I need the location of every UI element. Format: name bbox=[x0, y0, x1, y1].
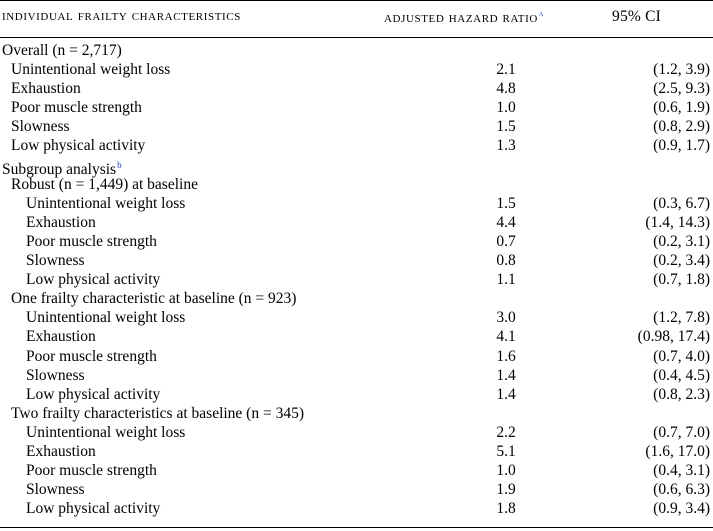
row-label-cell bbox=[26, 461, 157, 480]
ci-value: (0.4, 4.5) bbox=[653, 366, 710, 384]
hazard-ratio-value: 1.6 bbox=[496, 347, 516, 365]
hazard-ratio-value: 1.5 bbox=[496, 194, 516, 212]
row-label-cell bbox=[26, 251, 85, 270]
row-label-cell bbox=[26, 423, 185, 442]
row-label: Unintentional weight loss bbox=[11, 61, 171, 79]
row-label-cell bbox=[26, 366, 85, 385]
table-row-item bbox=[0, 366, 713, 385]
table-row bbox=[0, 60, 713, 79]
ci-value: (0.9, 1.7) bbox=[653, 137, 710, 155]
table-row bbox=[0, 79, 713, 98]
table-row-item bbox=[0, 251, 713, 270]
row-label: Slowness bbox=[11, 118, 70, 136]
ci-value: (0.4, 3.1) bbox=[653, 462, 710, 480]
row-label-cell bbox=[11, 117, 70, 136]
table-row-section bbox=[0, 156, 713, 178]
row-label-cell bbox=[26, 308, 185, 327]
table-row-item bbox=[0, 213, 713, 232]
row-label: Slowness bbox=[26, 252, 85, 270]
row-label-cell bbox=[11, 136, 145, 155]
row-label: Low physical activity bbox=[26, 385, 161, 403]
row-label-cell bbox=[26, 213, 96, 232]
ci-value: (0.7, 4.0) bbox=[653, 347, 710, 365]
row-label-cell bbox=[26, 194, 185, 213]
row-label: Exhaustion bbox=[26, 328, 96, 346]
row-label: Unintentional weight loss bbox=[26, 423, 186, 441]
ci-value: (0.2, 3.4) bbox=[653, 252, 710, 270]
row-label: Low physical activity bbox=[26, 500, 161, 518]
row-label-cell bbox=[26, 499, 160, 518]
hazard-ratio-value: 1.1 bbox=[496, 271, 516, 289]
table-row-section bbox=[0, 41, 713, 60]
row-label: Low physical activity bbox=[11, 137, 146, 155]
hazard-ratio-value: 2.1 bbox=[496, 61, 516, 79]
table-row-subgroup bbox=[0, 404, 713, 423]
header-rule bbox=[0, 37, 713, 38]
table-row-item bbox=[0, 308, 713, 327]
table-row bbox=[0, 98, 713, 117]
row-label: Poor muscle strength bbox=[26, 462, 157, 480]
bottom-rule bbox=[0, 527, 713, 528]
row-label: Unintentional weight loss bbox=[26, 194, 186, 212]
row-label-cell bbox=[26, 232, 157, 251]
ci-value: (0.3, 6.7) bbox=[653, 194, 710, 212]
row-label: Poor muscle strength bbox=[26, 347, 157, 365]
row-label: Unintentional weight loss bbox=[26, 309, 186, 327]
hazard-ratio-value: 1.4 bbox=[496, 385, 516, 403]
hazard-ratio-value: 1.5 bbox=[496, 118, 516, 136]
ci-value: (0.2, 3.1) bbox=[653, 232, 710, 250]
ci-value: (0.98, 17.4) bbox=[637, 328, 710, 346]
ci-value: (1.6, 17.0) bbox=[645, 442, 710, 460]
hazard-ratio-value: 4.1 bbox=[496, 328, 516, 346]
row-label: Exhaustion bbox=[26, 213, 96, 231]
hazard-ratio-value: 1.8 bbox=[496, 500, 516, 518]
table-row-subgroup bbox=[0, 289, 713, 308]
row-label-cell bbox=[26, 327, 96, 346]
table-row-item bbox=[0, 347, 713, 366]
table-row bbox=[0, 136, 713, 155]
table-header bbox=[0, 8, 713, 32]
row-label: Slowness bbox=[26, 366, 85, 384]
ci-value: (0.8, 2.3) bbox=[653, 385, 710, 403]
hazard-ratio-value: 5.1 bbox=[496, 442, 516, 460]
ci-value: (2.5, 9.3) bbox=[653, 80, 710, 98]
table-row-item bbox=[0, 270, 713, 289]
header-hazard-ratio-footnote: a bbox=[538, 8, 544, 18]
row-label-cell bbox=[26, 480, 85, 499]
row-label-cell bbox=[11, 289, 296, 308]
row-label-cell bbox=[2, 41, 122, 60]
row-label-cell bbox=[11, 404, 304, 423]
row-label-cell bbox=[11, 98, 142, 117]
row-label-cell bbox=[11, 175, 198, 194]
hazard-ratio-value: 0.8 bbox=[496, 252, 516, 270]
table-row-item bbox=[0, 442, 713, 461]
row-label: Two frailty characteristics at baseline (n = 345) bbox=[11, 404, 305, 422]
row-label: Overall (n = 2,717) bbox=[2, 42, 122, 59]
ci-value: (1.2, 3.9) bbox=[653, 61, 710, 79]
ci-value: (1.4, 14.3) bbox=[645, 213, 710, 231]
table-row-item bbox=[0, 423, 713, 442]
row-label: Slowness bbox=[26, 481, 85, 499]
row-label: One frailty characteristic at baseline (n = 923) bbox=[11, 290, 297, 308]
ci-value: (0.8, 2.9) bbox=[653, 118, 710, 136]
ci-value: (0.6, 6.3) bbox=[653, 481, 710, 499]
row-label: Low physical activity bbox=[26, 271, 161, 289]
row-label: Robust (n = 1,449) at baseline bbox=[11, 175, 198, 193]
ci-value: (1.2, 7.8) bbox=[653, 309, 710, 327]
row-label-cell bbox=[26, 347, 157, 366]
hazard-ratio-value: 1.0 bbox=[496, 99, 516, 117]
row-label: Exhaustion bbox=[11, 80, 81, 98]
header-ci: 95% CI bbox=[612, 8, 661, 25]
table-row-item bbox=[0, 385, 713, 404]
table-row-item bbox=[0, 499, 713, 518]
row-label-cell bbox=[11, 60, 170, 79]
table-row-item bbox=[0, 461, 713, 480]
hazard-ratio-value: 1.4 bbox=[496, 366, 516, 384]
row-label-cell bbox=[26, 385, 160, 404]
hazard-ratio-value: 1.3 bbox=[496, 137, 516, 155]
hazard-ratio-value: 4.4 bbox=[496, 213, 516, 231]
hazard-ratio-value: 2.2 bbox=[496, 423, 516, 441]
table-row-item bbox=[0, 232, 713, 251]
hazard-ratio-value: 4.8 bbox=[496, 80, 516, 98]
header-characteristics: individual frailty characteristics bbox=[2, 8, 241, 24]
row-label: Exhaustion bbox=[26, 442, 96, 460]
hazard-ratio-value: 1.9 bbox=[496, 481, 516, 499]
hazard-ratio-value: 0.7 bbox=[496, 232, 516, 250]
table-row-subgroup bbox=[0, 175, 713, 194]
row-footnote-marker: b bbox=[117, 159, 122, 170]
ci-value: (0.9, 3.4) bbox=[653, 500, 710, 518]
ci-value: (0.7, 7.0) bbox=[653, 423, 710, 441]
row-label: Poor muscle strength bbox=[26, 232, 157, 250]
top-rule bbox=[0, 0, 713, 1]
table-row-item bbox=[0, 480, 713, 499]
table-body bbox=[0, 41, 713, 518]
table-row bbox=[0, 117, 713, 136]
hazard-ratio-value: 3.0 bbox=[496, 309, 516, 327]
ci-value: (0.6, 1.9) bbox=[653, 99, 710, 117]
row-label-cell bbox=[11, 79, 81, 98]
row-label: Subgroup analysis bbox=[2, 160, 117, 178]
header-hazard-ratio-text: adjusted hazard ratio bbox=[384, 10, 538, 26]
row-label-cell bbox=[26, 442, 96, 461]
row-label: Poor muscle strength bbox=[11, 99, 142, 117]
ci-value: (0.7, 1.8) bbox=[653, 271, 710, 289]
table-row-item bbox=[0, 194, 713, 213]
table-row-item bbox=[0, 327, 713, 346]
hazard-ratio-value: 1.0 bbox=[496, 462, 516, 480]
row-label-cell bbox=[26, 270, 160, 289]
header-hazard-ratio bbox=[384, 8, 544, 27]
